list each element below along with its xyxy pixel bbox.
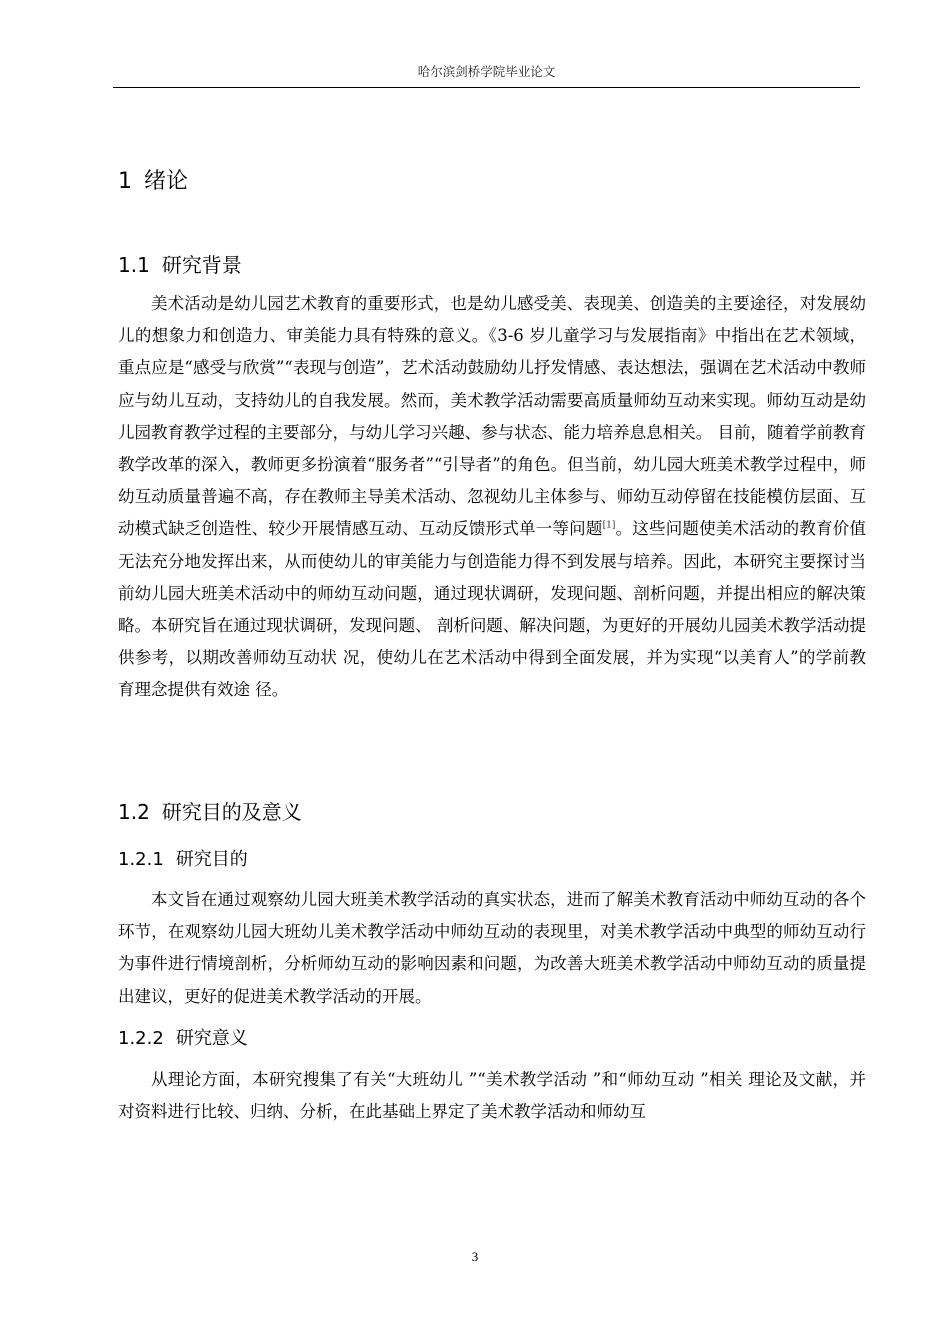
subsection-title: 研究目的 [175, 849, 248, 870]
background-text-part2: 。这些问题使美术活动的教育价值无法充分地发挥出来，从而使幼儿的审美能力与创造能力得不到发展与培养。因此，本研究主要探讨当前幼儿园大班美术活动中的师幼互动问题，通过现状调研，发现问题、剖析问题，并提出相应的解决策略。本研究旨在通过现状调研，发现问题、 剖析问题、解决问题，为更好的开展幼儿园美术教学活动提供参考，以期改善师幼互动状 况，使幼儿在艺术活动中得到全面发展，并为实现“以美育人”的学前教育理念提供有效途 径。 [118, 519, 867, 700]
chapter-heading [118, 164, 188, 195]
section-heading-1-2 [118, 796, 302, 825]
section-title: 研究背景 [161, 253, 242, 277]
background-text-part1: 美术活动是幼儿园艺术教育的重要形式，也是幼儿感受美、表现美、创造美的主要途径，对发展幼儿的想象力和创造力、审美能力具有特殊的意义。《3-6 岁儿童学习与发展指南》中指出在艺术领域，重点应是“感受与欣赏”“表现与创造”，艺术活动鼓励幼儿抒发情感、表达想法，强调在艺术活动中教师应与幼儿互动，支持幼儿的自我发展。然而，美术教学活动需要高质量师幼互动来实现。师幼互动是幼儿园教育教学过程的主要部分，与幼儿学习兴趣、参与状态、能力培养息息相关。 目前，随着学前教育教学改革的深入，教师更多扮演着“服务者”“引导者”的角色。但当前，幼儿园大班美术教学过程中，师幼互动质量普遍不高，存在教师主导美术活动、忽视幼儿主体参与、师幼互动停留在技能模仿层面、互动模式缺乏创造性、较少开展情感互动、互动反馈形式单一等问题 [118, 294, 866, 539]
running-header: 哈尔滨剑桥学院毕业论文 [417, 64, 556, 79]
section-title: 研究目的及意义 [161, 800, 302, 824]
purpose-paragraph: 本文旨在通过观察幼儿园大班美术教学活动的真实状态，进而了解美术教育活动中师幼互动的各个环节，在观察幼儿园大班幼儿美术教学活动中师幼互动的表现里，对美术教学活动中典型的师幼互动行为事件进行情境剖析，分析师幼互动的影响因素和问题，为改善大班美术教学活动中师幼互动的质量提出建议，更好的促进美术教学活动的开展。 [118, 890, 866, 1006]
section-number: 1.1 [118, 253, 150, 277]
significance-paragraph: 从理论方面，本研究搜集了有关“大班幼儿 ”“美术教学活动 ”和“师幼互动 ”相关 理论及文献，并对资料进行比较、归纳、分析，在此基础上界定了美术教学活动和师幼互 [118, 1070, 866, 1122]
chapter-number: 1 [118, 169, 132, 194]
page-number: 3 [471, 1249, 479, 1264]
citation-ref: [1] [602, 520, 616, 531]
chapter-title: 绪论 [144, 169, 189, 194]
subsection-number: 1.2.2 [118, 1028, 164, 1049]
subsection-number: 1.2.1 [118, 849, 164, 870]
header-divider [113, 87, 860, 88]
subsection-heading-1-2-1 [118, 845, 248, 871]
background-paragraph [118, 288, 866, 707]
subsection-heading-1-2-2 [118, 1024, 248, 1050]
subsection-title: 研究意义 [175, 1028, 248, 1049]
section-heading-1-1 [118, 249, 242, 278]
section-number: 1.2 [118, 800, 150, 824]
